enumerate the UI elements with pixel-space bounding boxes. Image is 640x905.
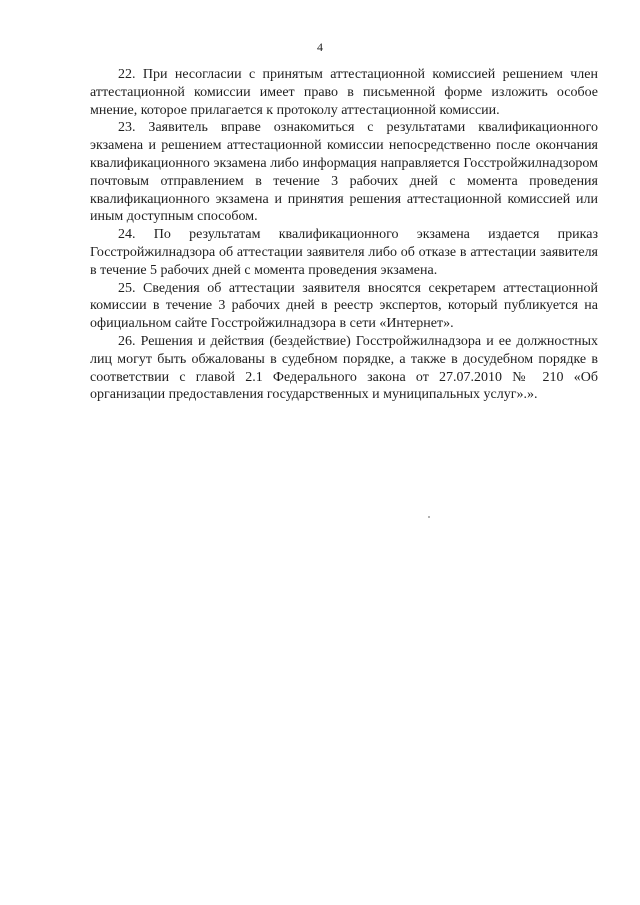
paragraph-22: 22. При несогласии с принятым аттестационной комиссией решением член аттестационной комиссии имеет право в письменной форме изложить особое мнение, которое прилагается к протоколу аттестационной комиссии. bbox=[90, 67, 598, 118]
page-number: 4 bbox=[317, 40, 323, 54]
document-body bbox=[90, 66, 598, 404]
paragraph-24: 24. По результатам квалификационного экзамена издается приказ Госстройжилнадзора об аттестации заявителя либо об отказе в аттестации заявителя в течение 5 рабочих дней с момента проведения экзамена. bbox=[90, 227, 598, 278]
paragraph-26: 26. Решения и действия (бездействие) Госстройжилнадзора и ее должностных лиц могут быть обжалованы в судебном порядке, а также в досудебном порядке в соответствии с главой 2.1 Федерального закона от 27.07.2010 № 210 «Об организации предоставления государственных и муниципальных услуг».». bbox=[90, 333, 598, 403]
paragraph-25: 25. Сведения об аттестации заявителя вносятся секретарем аттестационной комиссии в течение 3 рабочих дней в реестр экспертов, который публикуется на официальном сайте Госстройжилнадзора в сети «Интернет». bbox=[90, 280, 598, 332]
paragraph-23: 23. Заявитель вправе ознакомиться с результатами квалификационного экзамена и решением аттестационной комиссии непосредственно после окончания квалификационного экзамена либо информация направляется Госстройжилнадзором почтовым отправлением в течение 3 рабочих дней с момента проведения квалификационного экзамена и принятия решения аттестационной комиссией или иным доступным способом. bbox=[90, 120, 598, 225]
scan-speck bbox=[428, 516, 430, 518]
